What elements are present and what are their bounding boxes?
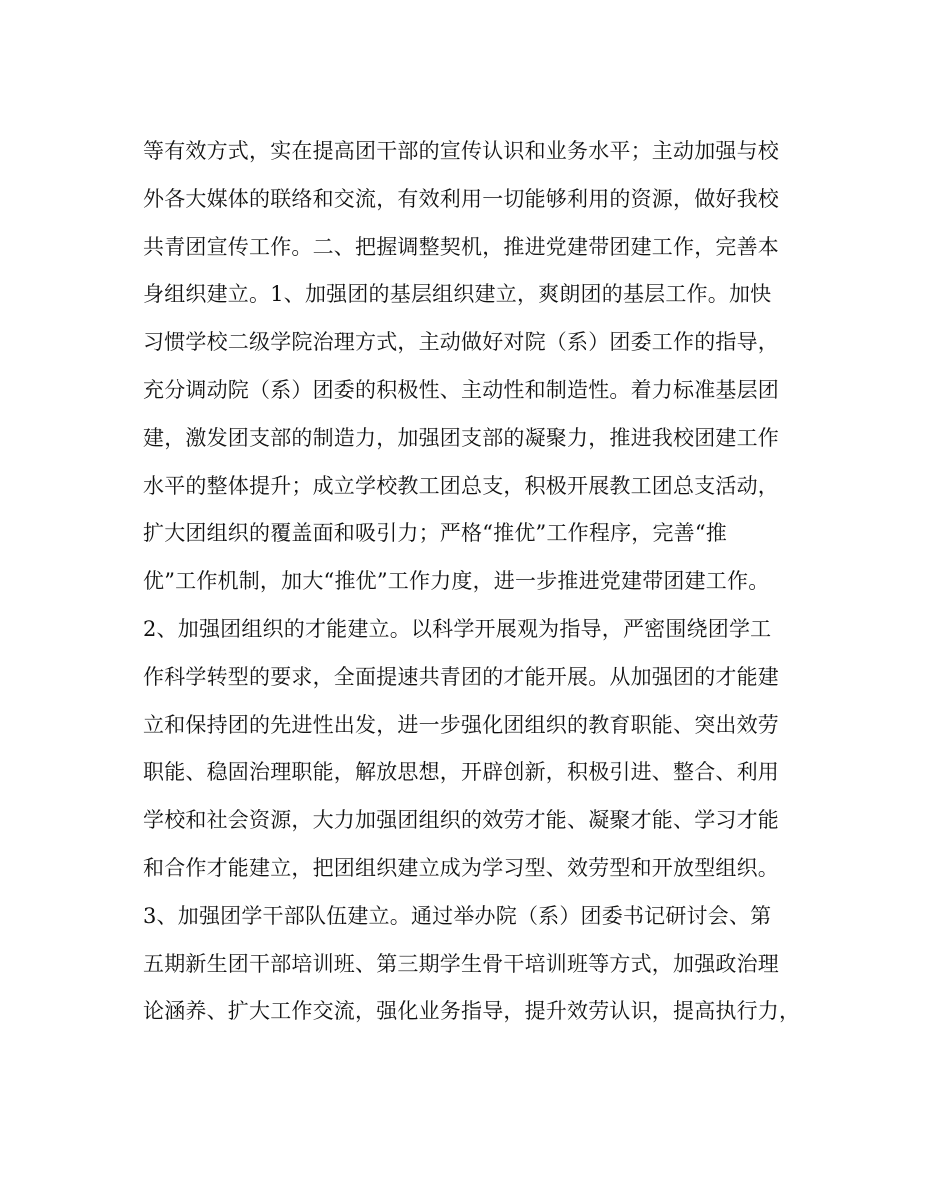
text-line: 水平的整体提升；成立学校教工团总支，积极开展教工团总支活动， [143,473,779,498]
text-line: 共青团宣传工作。二、把握调整契机，推进党建带团建工作，完善本 [143,234,779,259]
text-line: 外各大媒体的联络和交流，有效利用一切能够利用的资源，做好我校 [143,186,779,211]
text-line: 作科学转型的要求，全面提速共青团的才能开展。从加强团的才能建 [143,664,779,689]
text-line: 等有效方式，实在提高团干部的宣传认识和业务水平；主动加强与校 [143,139,779,163]
text-line: 论涵养、扩大工作交流，强化业务指导，提升效劳认识，提高执行力， [143,999,801,1024]
body-text [143,128,823,1036]
text-line: 身组织建立。1、加强团的基层组织建立，爽朗团的基层工作。加快 [143,282,772,307]
text-line: 五期新生团干部培训班、第三期学生骨干培训班等方式，加强政治理 [143,951,779,976]
text-line: 充分调动院（系）团委的积极性、主动性和制造性。着力标准基层团 [143,377,779,402]
text-line: 2、加强团组织的才能建立。以科学开展观为指导，严密围绕团学工 [143,616,772,641]
text-line: 建，激发团支部的制造力，加强团支部的凝聚力，推进我校团建工作 [143,425,779,450]
text-line: 习惯学校二级学院治理方式，主动做好对院（系）团委工作的指导， [143,330,779,355]
text-line: 3、加强团学干部队伍建立。通过举办院（系）团委书记研讨会、第 [143,903,772,928]
text-line: 立和保持团的先进性出发，进一步强化团组织的教育职能、突出效劳 [143,712,779,737]
text-line: 学校和社会资源，大力加强团组织的效劳才能、凝聚才能、学习才能 [143,808,779,833]
text-line: 和合作才能建立，把团组织建立成为学习型、效劳型和开放型组织。 [143,855,779,880]
text-line: 职能、稳固治理职能，解放思想，开辟创新，积极引进、整合、利用 [143,760,779,785]
text-line: 扩大团组织的覆盖面和吸引力；严格“推优”工作程序，完善“推 [143,521,728,546]
text-line: 优”工作机制，加大“推优”工作力度，进一步推进党建带团建工作。 [143,569,770,594]
